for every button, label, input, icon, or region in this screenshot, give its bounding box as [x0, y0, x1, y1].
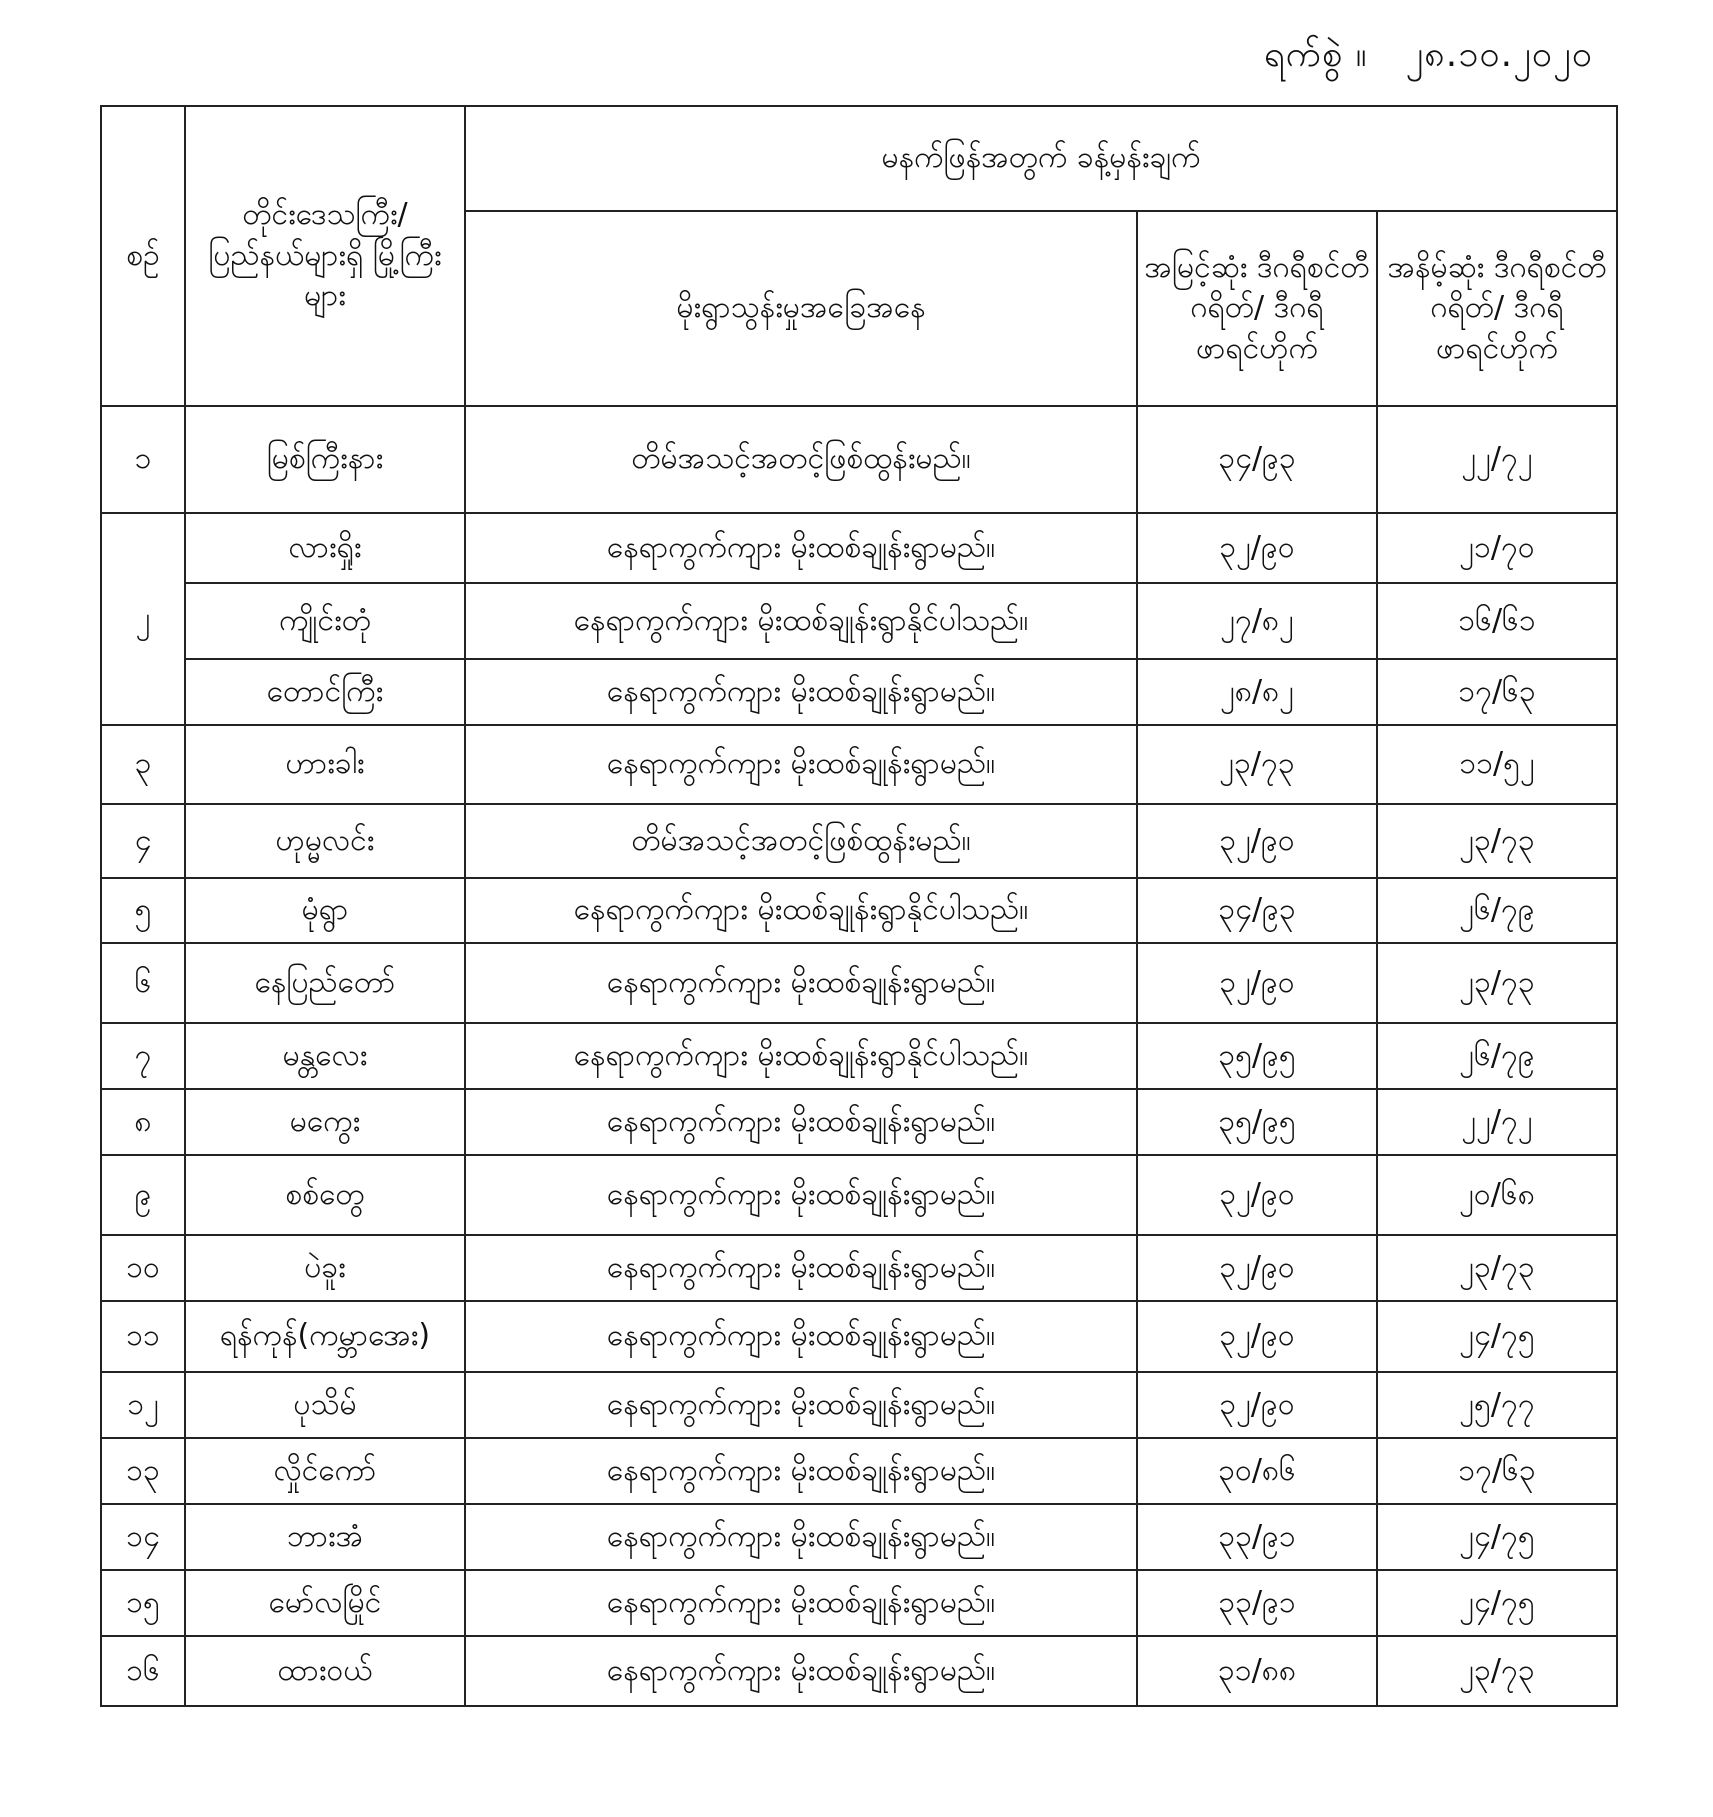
header-min-temp: အနိမ့်ဆုံး ဒီဂရီစင်တီဂရိတ်/ ဒီဂရီဖာရင်ဟိုက်: [1377, 211, 1617, 406]
table-row: [101, 878, 1617, 943]
max-temp: ၃၂/၉၀: [1137, 1155, 1377, 1235]
weather-condition: နေရာကွက်ကျား မိုးထစ်ချုန်းရွာမည်။: [465, 943, 1137, 1023]
weather-condition: နေရာကွက်ကျား မိုးထစ်ချုန်းရွာနိုင်ပါသည်။: [465, 583, 1137, 659]
row-number: ၁၆: [101, 1636, 185, 1706]
max-temp: ၃၂/၉၀: [1137, 1372, 1377, 1438]
row-number: ၈: [101, 1089, 185, 1155]
max-temp: ၃၂/၉၀: [1137, 513, 1377, 583]
city-name: တောင်ကြီး: [185, 659, 465, 725]
min-temp: ၂၃/၇၃: [1377, 1235, 1617, 1301]
city-name: မြစ်ကြီးနား: [185, 406, 465, 513]
weather-condition: နေရာကွက်ကျား မိုးထစ်ချုန်းရွာနိုင်ပါသည်။: [465, 878, 1137, 943]
table-row: [101, 1235, 1617, 1301]
min-temp: ၁၆/၆၁: [1377, 583, 1617, 659]
min-temp: ၂၂/၇၂: [1377, 1089, 1617, 1155]
city-name: နေပြည်တော်: [185, 943, 465, 1023]
header-weather: မိုးရွာသွန်းမှုအခြေအနေ: [465, 211, 1137, 406]
weather-condition: နေရာကွက်ကျား မိုးထစ်ချုန်းရွာမည်။: [465, 1504, 1137, 1570]
max-temp: ၃၅/၉၅: [1137, 1089, 1377, 1155]
row-number: ၁၂: [101, 1372, 185, 1438]
weather-condition: နေရာကွက်ကျား မိုးထစ်ချုန်းရွာမည်။: [465, 1372, 1137, 1438]
table-row: [101, 1155, 1617, 1235]
max-temp: ၃၄/၉၃: [1137, 406, 1377, 513]
min-temp: ၂၆/၇၉: [1377, 1023, 1617, 1089]
row-number: ၅: [101, 878, 185, 943]
min-temp: ၁၇/၆၃: [1377, 659, 1617, 725]
row-number: ၇: [101, 1023, 185, 1089]
max-temp: ၃၂/၉၀: [1137, 943, 1377, 1023]
weather-condition: တိမ်အသင့်အတင့်ဖြစ်ထွန်းမည်။: [465, 804, 1137, 878]
weather-condition: နေရာကွက်ကျား မိုးထစ်ချုန်းရွာမည်။: [465, 659, 1137, 725]
city-name: မော်လမြိုင်: [185, 1570, 465, 1636]
min-temp: ၂၀/၆၈: [1377, 1155, 1617, 1235]
max-temp: ၃၃/၉၁: [1137, 1570, 1377, 1636]
row-number: ၁၅: [101, 1570, 185, 1636]
min-temp: ၂၆/၇၉: [1377, 878, 1617, 943]
min-temp: ၂၄/၇၅: [1377, 1301, 1617, 1372]
row-number: ၄: [101, 804, 185, 878]
city-name: လားရှိုး: [185, 513, 465, 583]
max-temp: ၃၁/၈၈: [1137, 1636, 1377, 1706]
table-row: [101, 1023, 1617, 1089]
weather-condition: တိမ်အသင့်အတင့်ဖြစ်ထွန်းမည်။: [465, 406, 1137, 513]
max-temp: ၂၃/၇၃: [1137, 725, 1377, 804]
header-serial: စဉ်: [101, 106, 185, 406]
table-row: [101, 725, 1617, 804]
min-temp: ၂၁/၇၀: [1377, 513, 1617, 583]
table-row: [101, 1301, 1617, 1372]
table-row: [101, 1504, 1617, 1570]
row-number: ၃: [101, 725, 185, 804]
table-row: [101, 943, 1617, 1023]
table-row: [101, 583, 1617, 659]
forecast-table: [100, 105, 1618, 1707]
min-temp: ၂၃/၇၃: [1377, 1636, 1617, 1706]
max-temp: ၃၅/၉၅: [1137, 1023, 1377, 1089]
table-row: [101, 1372, 1617, 1438]
weather-condition: နေရာကွက်ကျား မိုးထစ်ချုန်းရွာမည်။: [465, 1301, 1137, 1372]
date-value: ၂၈.၁၀.၂၀၂၀: [1405, 34, 1593, 75]
header-max-temp: အမြင့်ဆုံး ဒီဂရီစင်တီဂရိတ်/ ဒီဂရီဖာရင်ဟိုက်: [1137, 211, 1377, 406]
city-name: ကျိုင်းတုံ: [185, 583, 465, 659]
min-temp: ၂၄/၇၅: [1377, 1504, 1617, 1570]
row-number: ၆: [101, 943, 185, 1023]
date-line: [1264, 30, 1593, 84]
weather-condition: နေရာကွက်ကျား မိုးထစ်ချုန်းရွာနိုင်ပါသည်။: [465, 1023, 1137, 1089]
max-temp: ၃၀/၈၆: [1137, 1438, 1377, 1504]
min-temp: ၂၄/၇၅: [1377, 1570, 1617, 1636]
min-temp: ၂၅/၇၇: [1377, 1372, 1617, 1438]
weather-condition: နေရာကွက်ကျား မိုးထစ်ချုန်းရွာမည်။: [465, 1235, 1137, 1301]
city-name: စစ်တွေ: [185, 1155, 465, 1235]
min-temp: ၂၃/၇၃: [1377, 943, 1617, 1023]
weather-condition: နေရာကွက်ကျား မိုးထစ်ချုန်းရွာမည်။: [465, 1089, 1137, 1155]
row-number: ၁၀: [101, 1235, 185, 1301]
weather-condition: နေရာကွက်ကျား မိုးထစ်ချုန်းရွာမည်။: [465, 1438, 1137, 1504]
row-number: ၁၁: [101, 1301, 185, 1372]
city-name: ဘားအံ: [185, 1504, 465, 1570]
weather-condition: နေရာကွက်ကျား မိုးထစ်ချုန်းရွာမည်။: [465, 725, 1137, 804]
table-row: [101, 1438, 1617, 1504]
city-name: မကွေး: [185, 1089, 465, 1155]
row-number: ၁: [101, 406, 185, 513]
header-forecast-group: မနက်ဖြန်အတွက် ခန့်မှန်းချက်: [465, 106, 1617, 211]
table-row: [101, 1636, 1617, 1706]
table-row: [101, 804, 1617, 878]
table-row: [101, 1570, 1617, 1636]
min-temp: ၂၂/၇၂: [1377, 406, 1617, 513]
max-temp: ၂၈/၈၂: [1137, 659, 1377, 725]
header-region: တိုင်းဒေသကြီး/ ပြည်နယ်များရှိ မြို့ကြီးများ: [185, 106, 465, 406]
table-row: [101, 659, 1617, 725]
min-temp: ၁၇/၆၃: [1377, 1438, 1617, 1504]
max-temp: ၃၂/၉၀: [1137, 804, 1377, 878]
row-number: ၁၄: [101, 1504, 185, 1570]
city-name: မန္တလေး: [185, 1023, 465, 1089]
max-temp: ၂၇/၈၂: [1137, 583, 1377, 659]
weather-condition: နေရာကွက်ကျား မိုးထစ်ချုန်းရွာမည်။: [465, 1570, 1137, 1636]
city-name: ထားဝယ်: [185, 1636, 465, 1706]
date-label: ရက်စွဲ ။: [1263, 34, 1368, 75]
weather-condition: နေရာကွက်ကျား မိုးထစ်ချုန်းရွာမည်။: [465, 513, 1137, 583]
weather-condition: နေရာကွက်ကျား မိုးထစ်ချုန်းရွာမည်။: [465, 1636, 1137, 1706]
min-temp: ၂၃/၇၃: [1377, 804, 1617, 878]
weather-condition: နေရာကွက်ကျား မိုးထစ်ချုန်းရွာမည်။: [465, 1155, 1137, 1235]
table-row: [101, 513, 1617, 583]
row-number: ၂: [101, 513, 185, 725]
row-number: ၉: [101, 1155, 185, 1235]
table-row: [101, 1089, 1617, 1155]
min-temp: ၁၁/၅၂: [1377, 725, 1617, 804]
max-temp: ၃၄/၉၃: [1137, 878, 1377, 943]
city-name: မုံရွာ: [185, 878, 465, 943]
city-name: ပဲခူး: [185, 1235, 465, 1301]
city-name: ရန်ကုန်(ကမ္ဘာအေး): [185, 1301, 465, 1372]
table-row: [101, 406, 1617, 513]
city-name: လှိုင်ကော်: [185, 1438, 465, 1504]
city-name: ဟုမ္မလင်း: [185, 804, 465, 878]
max-temp: ၃၂/၉၀: [1137, 1235, 1377, 1301]
max-temp: ၃၃/၉၁: [1137, 1504, 1377, 1570]
max-temp: ၃၂/၉၀: [1137, 1301, 1377, 1372]
city-name: ပုသိမ်: [185, 1372, 465, 1438]
row-number: ၁၃: [101, 1438, 185, 1504]
city-name: ဟားခါး: [185, 725, 465, 804]
